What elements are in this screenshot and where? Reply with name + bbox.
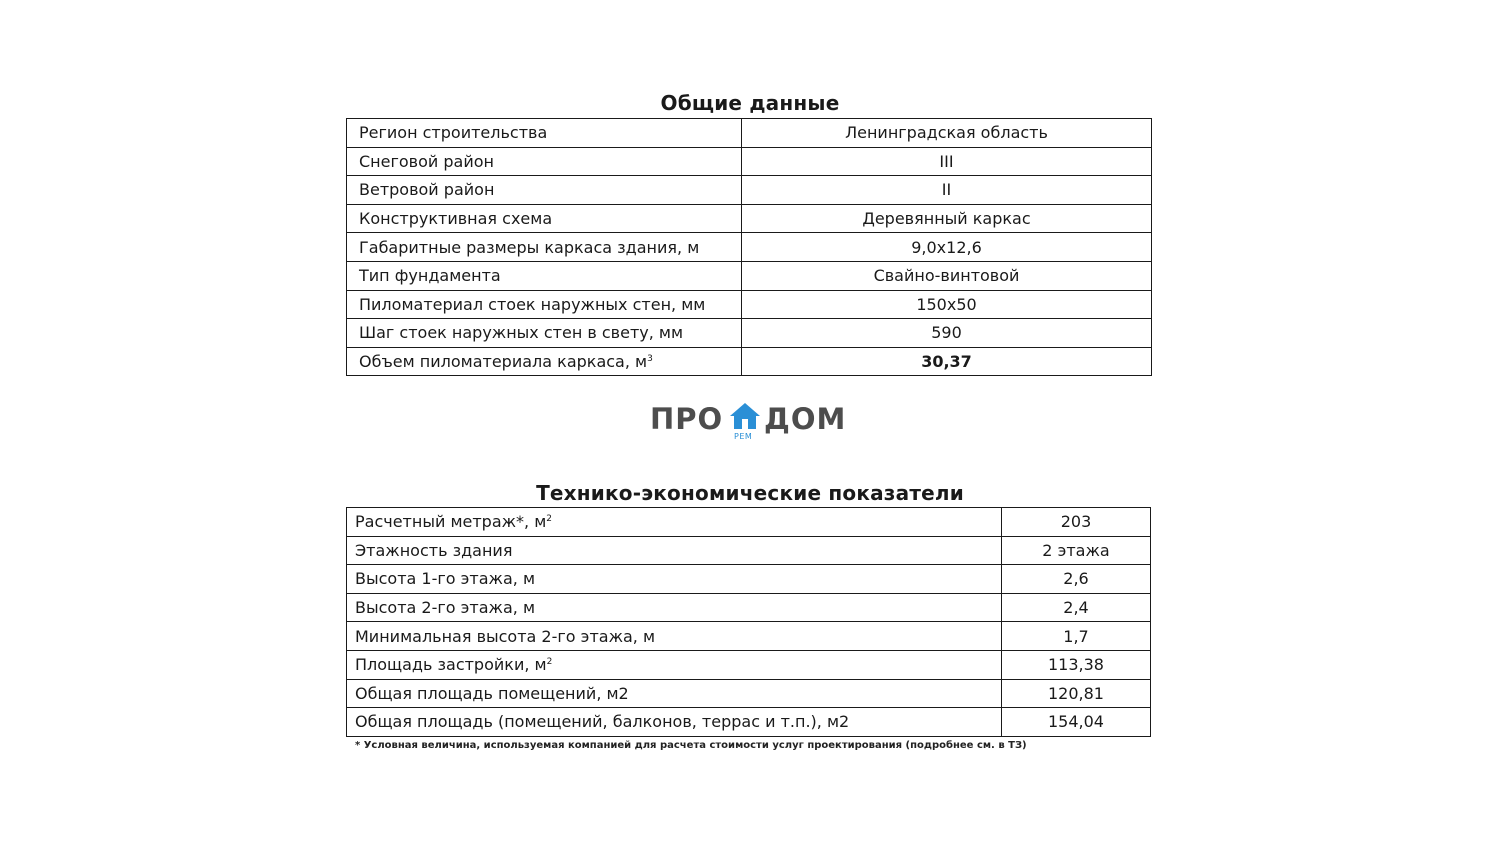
row-value: 203 [1002,508,1151,537]
table-row [347,147,1152,176]
row-label-text: Объем пиломатериала каркаса, м [359,352,648,372]
table-row [347,261,1152,290]
tech-indicators-table [346,507,1151,737]
row-label-text: Расчетный метраж*, м [355,512,547,532]
general-data-table [346,118,1152,376]
row-value: 2,4 [1002,593,1151,622]
row-value: II [742,176,1152,205]
house-icon [729,402,761,430]
row-value: Свайно-винтовой [742,261,1152,290]
company-logo [650,400,850,444]
logo-word-dom: ДОМ [764,402,847,436]
table-row [347,679,1151,708]
row-value: 9,0x12,6 [742,233,1152,262]
table-row [347,536,1151,565]
table-row [347,508,1151,537]
row-label: Общая площадь помещений, м2 [347,679,1002,708]
row-label [347,508,1002,537]
row-label: Высота 2-го этажа, м [347,593,1002,622]
row-label: Этажность здания [347,536,1002,565]
row-value: 113,38 [1002,650,1151,679]
row-value: Деревянный каркас [742,204,1152,233]
row-value: 150x50 [742,290,1152,319]
row-label [347,347,742,376]
row-value: Ленинградская область [742,119,1152,148]
table-row [347,622,1151,651]
table-row [347,347,1152,376]
table-row [347,290,1152,319]
table-row [347,319,1152,348]
row-value: 1,7 [1002,622,1151,651]
row-label: Снеговой район [347,147,742,176]
row-label: Конструктивная схема [347,204,742,233]
table-row [347,204,1152,233]
table-row [347,650,1151,679]
row-value: 30,37 [742,347,1152,376]
logo-subtitle: РЕМ [734,432,753,441]
logo-word-pro: ПРО [650,402,724,436]
table-row [347,119,1152,148]
row-value: 2 этажа [1002,536,1151,565]
unit-superscript: 2 [546,657,553,668]
unit-superscript: 2 [546,514,553,525]
row-label: Ветровой район [347,176,742,205]
row-value: 154,04 [1002,708,1151,737]
row-label: Высота 1-го этажа, м [347,565,1002,594]
row-value: 590 [742,319,1152,348]
row-label: Минимальная высота 2-го этажа, м [347,622,1002,651]
row-value: 2,6 [1002,565,1151,594]
row-label: Шаг стоек наружных стен в свету, мм [347,319,742,348]
row-value: 120,81 [1002,679,1151,708]
row-label [347,650,1002,679]
table-row [347,233,1152,262]
row-label: Габаритные размеры каркаса здания, м [347,233,742,262]
row-label: Общая площадь (помещений, балконов, террас и т.п.), м2 [347,708,1002,737]
unit-superscript: 3 [647,354,653,365]
row-label: Регион строительства [347,119,742,148]
table-row [347,565,1151,594]
general-data-title: Общие данные [660,91,840,115]
table-row [347,593,1151,622]
row-label-text: Площадь застройки, м [355,655,547,675]
footnote: * Условная величина, используемая компанией для расчета стоимости услуг проектирования (подробнее см. в ТЗ) [355,740,1027,751]
table-row [347,176,1152,205]
row-value: III [742,147,1152,176]
table-row [347,708,1151,737]
tech-indicators-title: Технико-экономические показатели [536,481,964,505]
row-label: Тип фундамента [347,261,742,290]
row-label: Пиломатериал стоек наружных стен, мм [347,290,742,319]
